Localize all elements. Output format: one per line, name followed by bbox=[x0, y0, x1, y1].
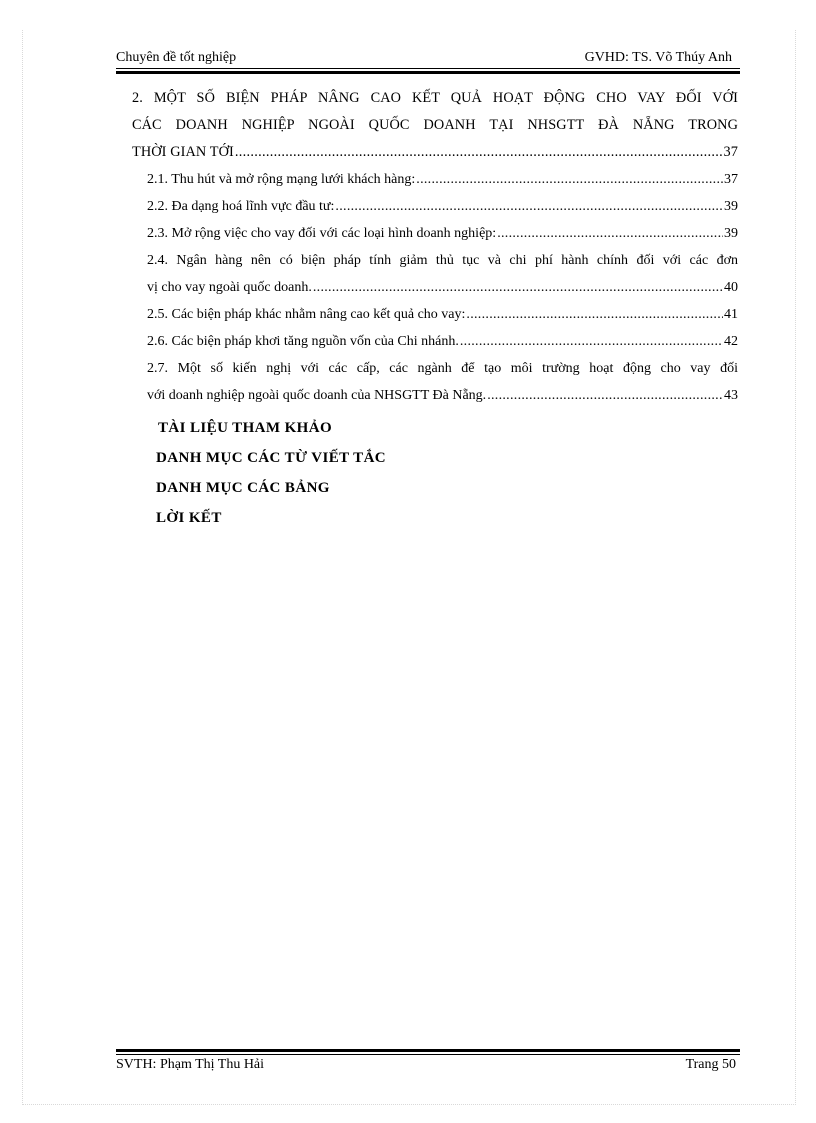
toc-item[interactable]: 2.5. Các biện pháp khác nhằm nâng cao kết quả cho vay: ..... 41 bbox=[132, 301, 738, 328]
leader-dots bbox=[487, 382, 723, 409]
toc-section-line-2: CÁC DOANH NGHIỆP NGOÀI QUỐC DOANH TẠI NHSGTT ĐÀ NẴNG TRONG bbox=[132, 117, 738, 133]
footer-rule-thin bbox=[116, 1054, 740, 1055]
toc-page-number: 37 bbox=[723, 144, 738, 160]
page-edge-right bbox=[795, 30, 796, 1103]
toc-page-number: 37 bbox=[724, 172, 738, 187]
toc-section-line-1: 2. MỘT SỐ BIỆN PHÁP NÂNG CAO KẾT QUẢ HOẠT ĐỘNG CHO VAY ĐỐI VỚI bbox=[132, 90, 738, 106]
page-edge-left bbox=[22, 30, 23, 1103]
footer-left-text: SVTH: Phạm Thị Thu Hải bbox=[116, 1057, 265, 1072]
footer-rule-thick bbox=[116, 1049, 740, 1052]
appendix-item-references[interactable]: TÀI LIỆU THAM KHẢO bbox=[158, 420, 333, 436]
appendix-list bbox=[156, 413, 386, 533]
header-left-text: Chuyên đề tốt nghiệp bbox=[116, 50, 237, 65]
leader-dots bbox=[416, 166, 723, 193]
toc-page-number: 42 bbox=[724, 334, 738, 349]
toc-item-line-2[interactable]: vị cho vay ngoài quốc doanh. ..... 40 bbox=[132, 274, 738, 301]
leader-dots bbox=[497, 220, 723, 247]
toc-item-line-2[interactable]: với doanh nghiệp ngoài quốc doanh của NHSGTT Đà Nẵng. ..... 43 bbox=[132, 382, 738, 409]
leader-dots bbox=[460, 328, 723, 355]
appendix-item-abbreviations[interactable]: DANH MỤC CÁC TỪ VIẾT TẮC bbox=[156, 450, 387, 466]
appendix-item-tables[interactable]: DANH MỤC CÁC BẢNG bbox=[156, 480, 330, 496]
toc-page-number: 39 bbox=[724, 226, 738, 241]
leader-dots bbox=[335, 193, 723, 220]
toc-item-line-1[interactable]: 2.7. Một số kiến nghị với các cấp, các ngành để tạo môi trường hoạt động cho vay đối bbox=[147, 361, 738, 376]
toc-page-number: 43 bbox=[724, 388, 738, 403]
toc-page-number: 41 bbox=[724, 307, 738, 322]
table-of-contents bbox=[132, 85, 738, 409]
leader-dots bbox=[235, 139, 723, 166]
page-header bbox=[116, 50, 738, 67]
toc-item[interactable]: 2.2. Đa dạng hoá lĩnh vực đầu tư: ..... 39 bbox=[132, 193, 738, 220]
header-rule-thick bbox=[116, 71, 740, 74]
page-edge-bottom bbox=[22, 1104, 796, 1105]
toc-page-number: 39 bbox=[724, 199, 738, 214]
appendix-item-conclusion[interactable]: LỜI KẾT bbox=[156, 510, 222, 526]
leader-dots bbox=[466, 301, 723, 328]
toc-section-line-3[interactable]: THỜI GIAN TỚI ..... 37 bbox=[132, 139, 738, 166]
leader-dots bbox=[313, 274, 723, 301]
toc-item[interactable]: 2.3. Mở rộng việc cho vay đối với các loại hình doanh nghiệp: ..... 39 bbox=[132, 220, 738, 247]
toc-item-line-1[interactable]: 2.4. Ngân hàng nên có biện pháp tính giảm thủ tục và chi phí hành chính đối với các đơn bbox=[147, 253, 738, 268]
toc-item[interactable]: 2.6. Các biện pháp khơi tăng nguồn vốn của Chi nhánh. ..... 42 bbox=[132, 328, 738, 355]
footer-page-number: Trang 50 bbox=[685, 1057, 736, 1072]
header-right-text: GVHD: TS. Võ Thúy Anh bbox=[584, 50, 732, 65]
header-rule-thin bbox=[116, 68, 740, 69]
toc-item[interactable]: 2.1. Thu hút và mở rộng mạng lưới khách hàng: ..... 37 bbox=[132, 166, 738, 193]
toc-page-number: 40 bbox=[724, 280, 738, 295]
